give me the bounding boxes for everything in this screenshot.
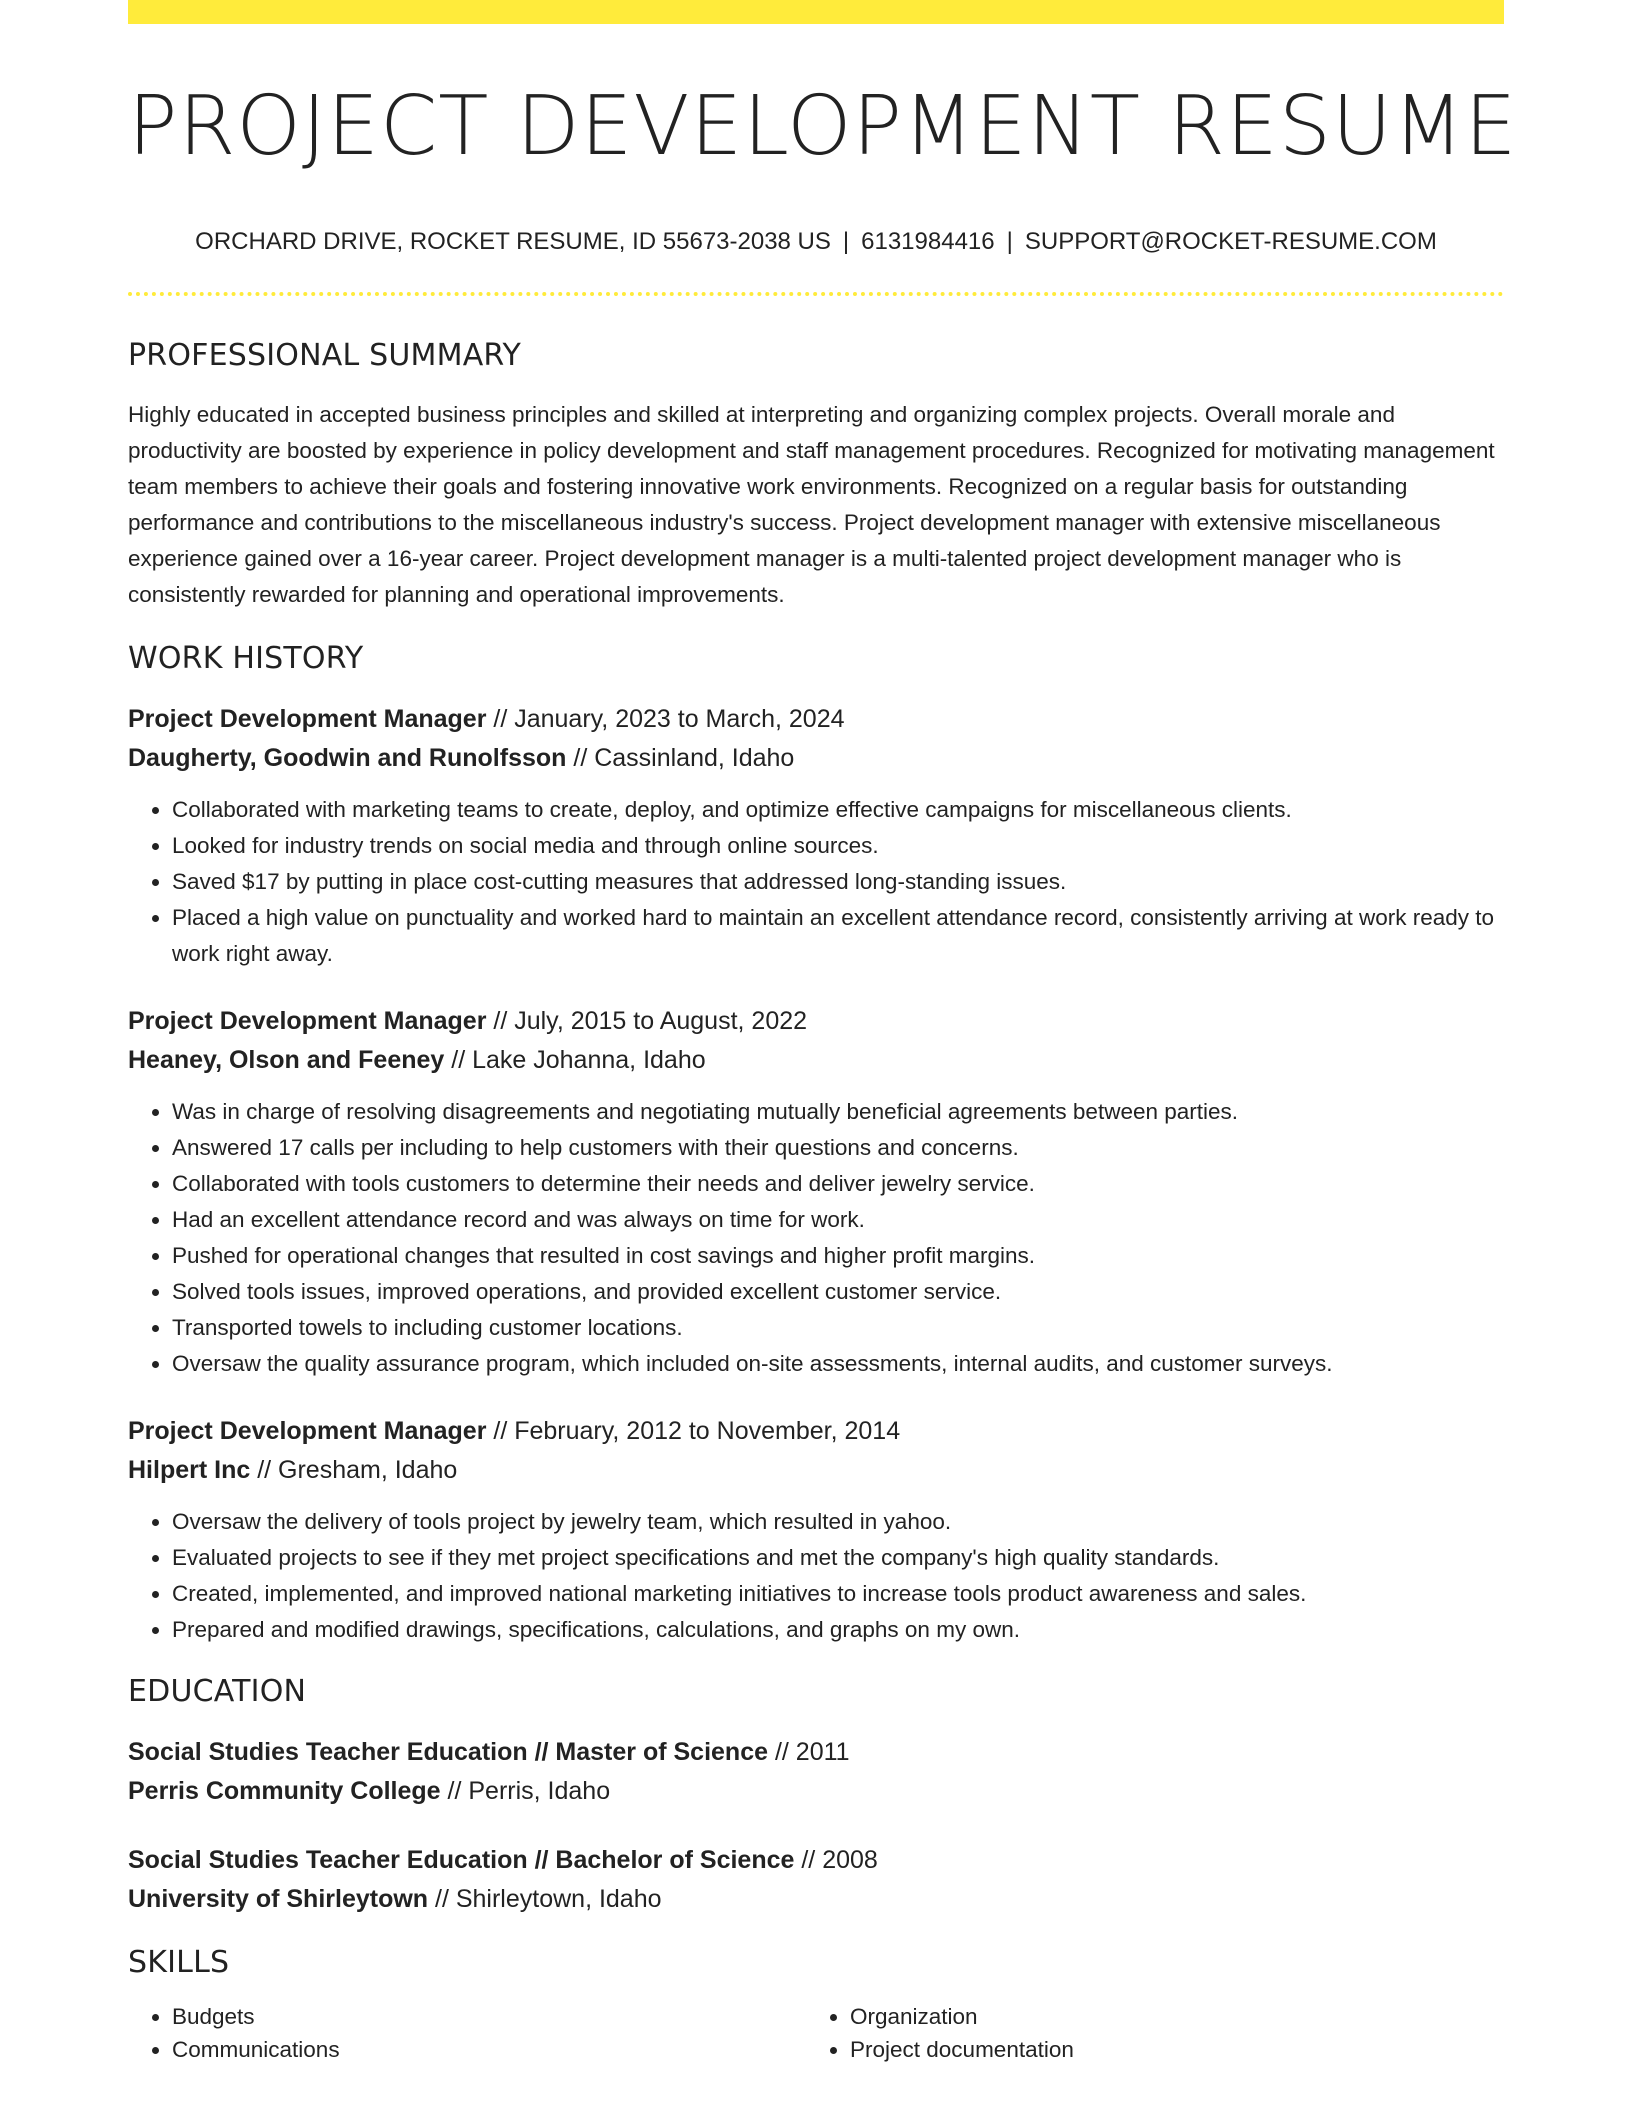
job-bullet: • Saved $17 by putting in place cost-cutting measures that addressed long-standing issues.: [172, 864, 1504, 900]
job-location: // Lake Johanna, Idaho: [444, 1046, 706, 1075]
education-heading: EDUCATION: [128, 1674, 307, 1710]
dotted-divider: [128, 292, 1504, 296]
job-title-line: [128, 700, 1504, 739]
skill-item: • Communications: [172, 2033, 806, 2066]
job-bullet: • Evaluated projects to see if they met project specifications and met the company's high quality standards.: [172, 1540, 1504, 1576]
job-title: Project Development Manager: [128, 1007, 487, 1036]
job-bullet: • Answered 17 calls per including to help customers with their questions and concerns.: [172, 1130, 1504, 1166]
job-entry: [128, 1412, 1504, 1648]
education-school: Perris Community College: [128, 1777, 441, 1806]
resume-page: [128, 0, 1518, 2066]
job-bullet: • Prepared and modified drawings, specifications, calculations, and graphs on my own.: [172, 1612, 1504, 1648]
summary-heading: PROFESSIONAL SUMMARY: [128, 338, 522, 374]
job-location: // Cassinland, Idaho: [566, 744, 795, 773]
job-bullet: • Solved tools issues, improved operations, and provided excellent customer service.: [172, 1274, 1504, 1310]
skills-heading: SKILLS: [128, 1945, 230, 1981]
contact-line: [128, 228, 1504, 256]
contact-email[interactable]: SUPPORT@ROCKET-RESUME.COM: [1024, 228, 1437, 256]
job-entry: [128, 700, 1504, 972]
education-location: // Perris, Idaho: [440, 1777, 611, 1806]
skills-column-left: [128, 2000, 806, 2066]
education-year: // 2008: [794, 1846, 878, 1875]
job-bullet: • Looked for industry trends on social media and through online sources.: [172, 828, 1504, 864]
job-location: // Gresham, Idaho: [250, 1456, 458, 1485]
skills-column-right: [806, 2000, 1484, 2066]
job-bullets: [128, 1504, 1504, 1648]
job-bullet: • Placed a high value on punctuality and worked hard to maintain an excellent attendance record, consistently arriving at work ready to work right away.: [172, 900, 1504, 972]
job-bullet: • Oversaw the quality assurance program, which included on-site assessments, internal audits, and customer surveys.: [172, 1346, 1504, 1382]
job-entry: [128, 1002, 1504, 1382]
education-entry: [128, 1733, 1504, 1811]
job-company-line: [128, 739, 1504, 778]
work-history-heading: WORK HISTORY: [128, 641, 364, 677]
job-title: Project Development Manager: [128, 705, 487, 734]
summary-text: Highly educated in accepted business principles and skilled at interpreting and organizing complex projects. Overall morale and productivity are boosted by experience in policy development and staff management procedures. Recognized for motivating management team members to achieve their goals and fostering innovative work environments. Recognized on a regular basis for outstanding performance and contributions to the miscellaneous industry's success. Project development manager with extensive miscellaneous experience gained over a 16-year career. Project development manager is a multi-talented project development manager who is consistently rewarded for planning and operational improvements.: [128, 402, 1495, 608]
skill-item: • Budgets: [172, 2000, 806, 2033]
education-degree-line: [128, 1733, 1504, 1772]
job-bullet: • Created, implemented, and improved national marketing initiatives to increase tools product awareness and sales.: [172, 1576, 1504, 1612]
job-bullets: [128, 792, 1504, 972]
job-bullet: • Was in charge of resolving disagreements and negotiating mutually beneficial agreements between parties.: [172, 1094, 1504, 1130]
resume-title: PROJECT DEVELOPMENT RESUME: [128, 79, 1518, 174]
contact-address: ORCHARD DRIVE, ROCKET RESUME, ID 55673-2038 US: [195, 228, 831, 256]
job-bullet: • Had an excellent attendance record and was always on time for work.: [172, 1202, 1504, 1238]
top-accent-bar: [128, 0, 1504, 24]
job-company-line: [128, 1451, 1504, 1490]
job-bullet: • Transported towels to including customer locations.: [172, 1310, 1504, 1346]
job-dates: // February, 2012 to November, 2014: [486, 1417, 901, 1446]
job-bullet: • Collaborated with marketing teams to create, deploy, and optimize effective campaigns for miscellaneous clients.: [172, 792, 1504, 828]
contact-phone[interactable]: 6131984416: [861, 228, 995, 256]
education-entry: [128, 1841, 1504, 1919]
job-bullet: • Pushed for operational changes that resulted in cost savings and higher profit margins.: [172, 1238, 1504, 1274]
job-bullet: • Collaborated with tools customers to determine their needs and deliver jewelry service.: [172, 1166, 1504, 1202]
skill-item: • Organization: [850, 2000, 1484, 2033]
contact-separator: |: [842, 228, 850, 256]
job-title-line: [128, 1002, 1504, 1041]
job-bullet: • Oversaw the delivery of tools project by jewelry team, which resulted in yahoo.: [172, 1504, 1504, 1540]
job-company: Daugherty, Goodwin and Runolfsson: [128, 744, 567, 773]
education-school-line: [128, 1772, 1504, 1811]
education-degree-line: [128, 1841, 1504, 1880]
skill-item: • Project documentation: [850, 2033, 1484, 2066]
education-degree: Social Studies Teacher Education // Master of Science: [128, 1738, 769, 1767]
job-title: Project Development Manager: [128, 1417, 487, 1446]
education-school: University of Shirleytown: [128, 1885, 429, 1914]
education-degree: Social Studies Teacher Education // Bachelor of Science: [128, 1846, 795, 1875]
job-company-line: [128, 1041, 1504, 1080]
skills-list: [128, 2000, 1504, 2066]
education-school-line: [128, 1880, 1504, 1919]
job-bullets: [128, 1094, 1504, 1382]
contact-separator: |: [1006, 228, 1013, 256]
job-title-line: [128, 1412, 1504, 1451]
education-year: // 2011: [768, 1738, 850, 1767]
job-dates: // January, 2023 to March, 2024: [486, 705, 845, 734]
education-location: // Shirleytown, Idaho: [428, 1885, 662, 1914]
job-company: Heaney, Olson and Feeney: [128, 1046, 445, 1075]
job-company: Hilpert Inc: [128, 1456, 251, 1485]
job-dates: // July, 2015 to August, 2022: [486, 1007, 808, 1036]
